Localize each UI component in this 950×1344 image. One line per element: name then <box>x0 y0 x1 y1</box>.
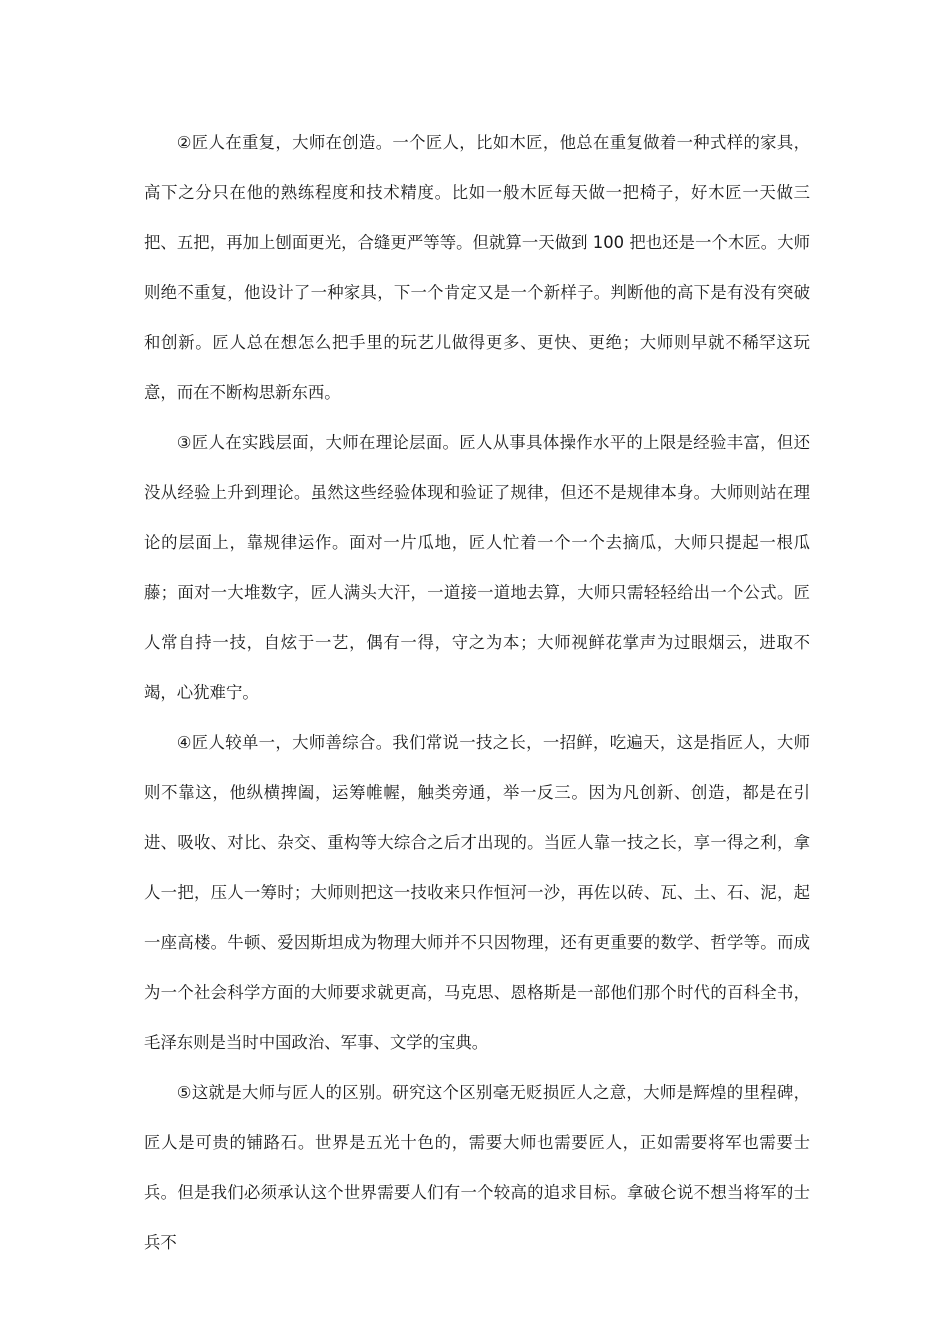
paragraph-2: ②匠人在重复，大师在创造。一个匠人，比如木匠，他总在重复做着一种式样的家具，高下之分只在他的熟练程度和技术精度。比如一般木匠每天做一把椅子，好木匠一天做三把、五把，再加上刨面更光，合缝更严等等。但就算一天做到 100 把也还是一个木匠。大师则绝不重复，他设计了一种家具，下一个肯定又是一个新样子。判断他的高下是有没有突破和创新。匠人总在想怎么把手里的玩艺儿做得更多、更快、更绝；大师则早就不稀罕这玩意，而在不断构思新东西。 <box>144 133 810 402</box>
paragraph-5: ⑤这就是大师与匠人的区别。研究这个区别毫无贬损匠人之意，大师是辉煌的里程碑，匠人是可贵的铺路石。世界是五光十色的，需要大师也需要匠人，正如需要将军也需要士兵。但是我们必须承认这个世界需要人们有一个较高的追求目标。拿破仑说不想当将军的士兵不 <box>144 1083 810 1252</box>
paragraph-4: ④匠人较单一，大师善综合。我们常说一技之长，一招鲜，吃遍天，这是指匠人，大师则不靠这，他纵横捭阖，运筹帷幄，触类旁通，举一反三。因为凡创新、创造，都是在引进、吸收、对比、杂交、重构等大综合之后才出现的。当匠人靠一技之长，享一得之利，拿人一把，压人一筹时；大师则把这一技收来只作恒河一沙，再佐以砖、瓦、土、石、泥，起一座高楼。牛顿、爱因斯坦成为物理大师并不只因物理，还有更重要的数学、哲学等。而成为一个社会科学方面的大师要求就更高，马克思、恩格斯是一部他们那个时代的百科全书，毛泽东则是当时中国政治、军事、文学的宝典。 <box>144 733 810 1052</box>
paragraph-3: ③匠人在实践层面，大师在理论层面。匠人从事具体操作水平的上限是经验丰富，但还没从经验上升到理论。虽然这些经验体现和验证了规律，但还不是规律本身。大师则站在理论的层面上，靠规律运作。面对一片瓜地，匠人忙着一个一个去摘瓜，大师只提起一根瓜藤；面对一大堆数字，匠人满头大汗，一道接一道地去算，大师只需轻轻给出一个公式。匠人常自持一技，自炫于一艺，偶有一得，守之为本；大师视鲜花掌声为过眼烟云，进取不竭，心犹难宁。 <box>144 433 810 702</box>
document-body <box>144 118 810 1268</box>
